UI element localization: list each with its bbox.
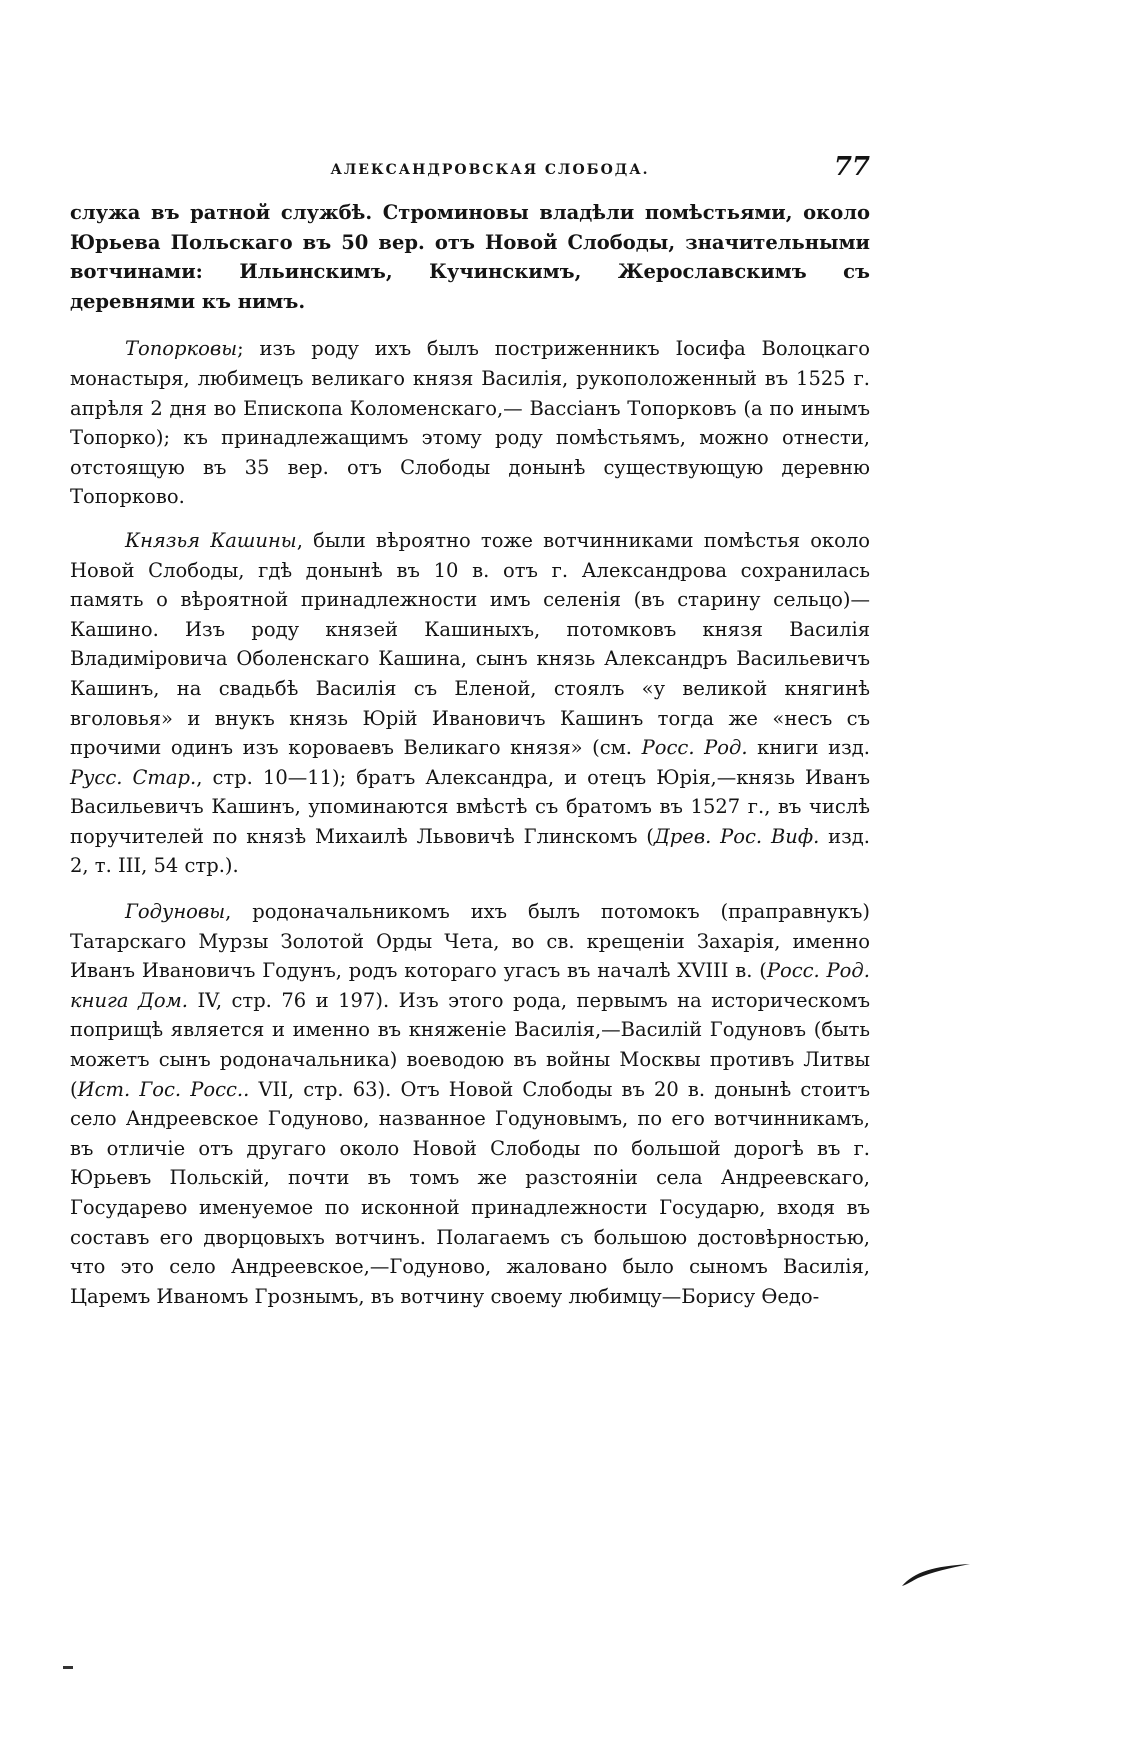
page-number: 77: [833, 152, 870, 182]
margin-mark: [63, 1666, 73, 1669]
godunovy-reference-1: Росс. Род. книга Дом.: [70, 959, 870, 1012]
family-name-toporkovy: Топорковы: [125, 337, 238, 361]
godunovy-text-c: VII, стр. 63). Отъ Новой Слободы въ 20 в. донынѣ стоитъ село Андреевское Годуново, названное Годуновымъ, по его вотчинникамъ, въ отличіе отъ другаго около Новой Слободы по большой дорогѣ въ г. Юрьевъ Польскій, почти въ томъ же разстояніи села Андреевскаго, Государево именуемое по исконной принадлежности Государю, входя въ составъ его дворцовыхъ вотчинъ. Полагаемъ съ большою достовѣрностью, что это село Андреевское,—Годуново, жаловано было сыномъ Василія, Царемъ Иваномъ Грознымъ, въ вотчину своему любимцу—Борису Ѳедо-: [70, 1077, 870, 1308]
godunovy-text-a: , родоначальникомъ ихъ былъ потомокъ (праправнукъ) Татарскаго Мурзы Золотой Орды Чета, во св. крещеніи Захарія, именно Иванъ Ивановичъ Годунъ, родъ котораго угасъ въ началѣ XVIII в. (: [70, 900, 870, 983]
kashiny-text-d: изд. 2, т. III, 54 стр.).: [70, 824, 870, 878]
godunovy-reference-2: Ист. Гос. Росс..: [77, 1077, 250, 1101]
kashiny-text-b: книги изд.: [747, 736, 870, 760]
kashiny-text-a: , были вѣроятно тоже вотчинниками помѣстья около Новой Слободы, гдѣ донынѣ въ 10 в. отъ г. Александрова сохранилась память о вѣроятной принадлежности имъ селенія (въ старину сельцо)—Кашино. Изъ роду князей Кашиныхъ, потомковъ князя Василія Владиміровича Оболенскаго Кашина, сынъ князь Александръ Васильевичъ Кашинъ, на свадьбѣ Василія съ Еленой, стоялъ «у великой княгинѣ вголовья» и внукъ князь Юрій Ивановичъ Кашинъ тогда же «несъ съ прочими одинъ изъ короваевъ Великаго князя» (см.: [70, 528, 870, 760]
kashiny-reference-2: Русс. Стар.: [70, 765, 197, 789]
family-name-godunovy: Годуновы: [125, 900, 226, 924]
running-title: АЛЕКСАНДРОВСКАЯ СЛОБОДА.: [330, 162, 650, 178]
kashiny-reference-3: Древ. Рос. Виф.: [653, 824, 820, 848]
book-page: [70, 152, 870, 1311]
ink-smudge: [900, 1562, 972, 1588]
paragraph-kashiny: [70, 526, 870, 881]
running-head: [70, 152, 870, 192]
godunovy-text-b: IV, стр. 76 и 197). Изъ этого рода, первымъ на историческомъ поприщѣ является и именно въ княженіе Василія,—Василій Годуновъ (быть можетъ сынъ родоначальника) воеводою въ войны Москвы противъ Литвы (: [70, 988, 870, 1101]
paragraph-toporkovy-text: ; изъ роду ихъ былъ постриженникъ Іосифа Волоцкаго монастыря, любимецъ великаго князя Василія, рукоположенный въ 1525 г. апрѣля 2 дня во Епископа Коломенскаго,— Вассіанъ Топорковъ (а по инымъ Топорко); къ принадлежащимъ этому роду помѣстьямъ, можно отнести, отстоящую въ 35 вер. отъ Слободы донынѣ существующую деревню Топорково.: [70, 337, 870, 509]
paragraph-toporkovy: [70, 334, 870, 512]
kashiny-reference-1: Росс. Род.: [641, 736, 748, 760]
paragraph-godunovy: [70, 897, 870, 1311]
family-name-kashiny: Князья Кашины: [125, 528, 297, 552]
kashiny-text-c: , стр. 10—11); братъ Александра, и отецъ Юрія,—князь Иванъ Васильевичъ Кашинъ, упоминаются вмѣстѣ съ братомъ въ 1527 г., въ числѣ поручителей по князѣ Михаилѣ Львовичѣ Глинскомъ (: [70, 765, 870, 848]
paragraph-stroganovs: служа въ ратной службѣ. Строминовы владѣли помѣстьями, около Юрьева Польскаго въ 50 вер. отъ Новой Слободы, значительными вотчинами: Ильинскимъ, Кучинскимъ, Жерославскимъ съ деревнями къ нимъ.: [70, 201, 870, 313]
